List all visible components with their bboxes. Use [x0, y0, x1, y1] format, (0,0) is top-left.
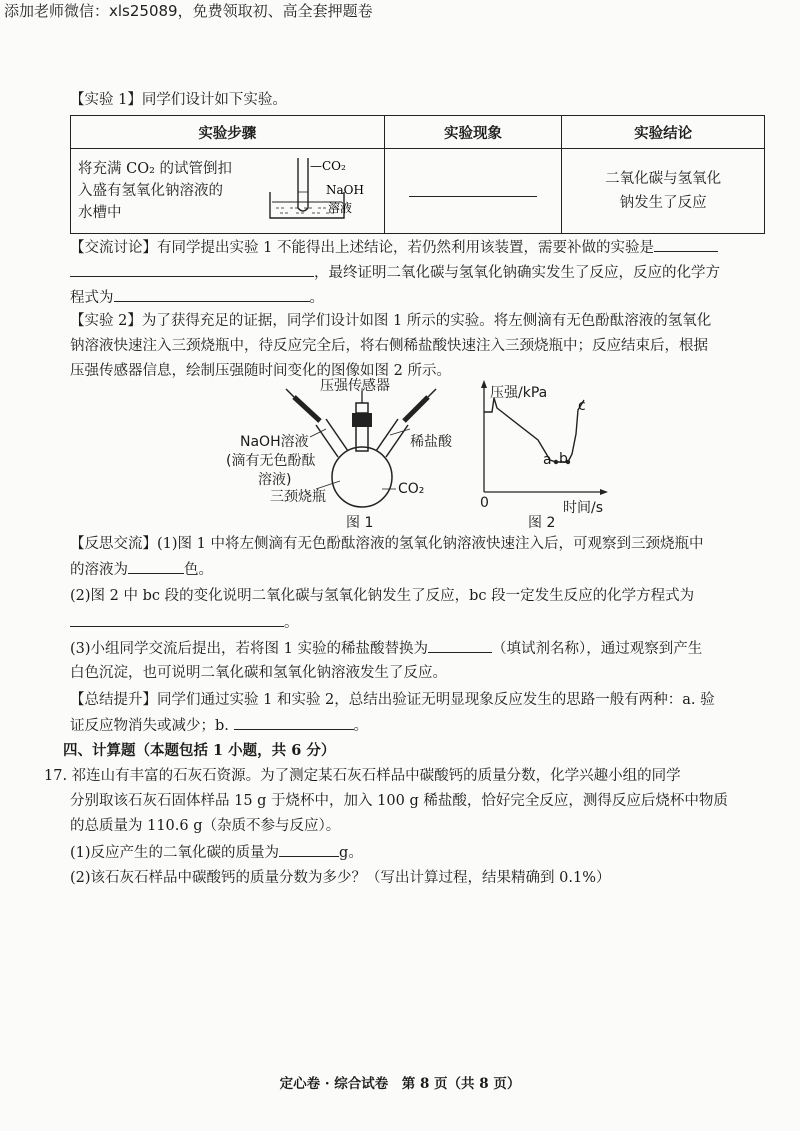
step-line: 入盛有氢氧化钠溶液的 [78, 183, 223, 199]
discussion-line-3 [70, 287, 766, 308]
bc-equation-blank[interactable] [70, 612, 284, 627]
apparatus-naoh-label: NaOH [326, 183, 364, 197]
exp2-line-3: 压强传感器信息，绘制压强随时间变化的图像如图 2 所示。 [70, 363, 451, 379]
figure2-caption: 图 2 [528, 515, 556, 531]
co2-label: CO₂ [398, 481, 425, 497]
exp2-line-2: 钠溶液快速注入三颈烧瓶中，待反应完全后，将右侧稀盐酸快速注入三颈烧瓶中；反应结束后，根据 [70, 338, 708, 354]
cell-phenomenon [384, 149, 562, 234]
reflection-text: 。 [284, 615, 299, 631]
q17-text: g。 [339, 845, 363, 861]
reflection-text: （填试剂名称），通过观察到产生 [491, 641, 703, 657]
conclusion-line: 二氧化碳与氢氧化 [605, 171, 722, 187]
discussion-text: 程式为 [70, 290, 114, 306]
discussion-line-2 [70, 262, 766, 283]
phenomenon-answer-blank[interactable] [409, 182, 537, 197]
exp2-line-1: 【实验 2】为了获得充足的证据，同学们设计如图 1 所示的实验。将左侧滴有无色酚酞溶液的氢氧化 [70, 313, 712, 329]
q17-line-1: 17. 祁连山有丰富的石灰石资源。为了测定某石灰石样品中碳酸钙的质量分数，化学兴趣小组的同学 [44, 768, 681, 784]
co2-mass-blank[interactable] [279, 842, 339, 857]
header-phenomenon: 实验现象 [384, 116, 562, 149]
reflection-text: 的溶液为 [70, 562, 128, 578]
color-answer-blank[interactable] [128, 559, 184, 574]
fig2-point-b: b [559, 451, 568, 467]
summary-text: 。 [353, 718, 368, 734]
page-footer: 定心卷 · 综合试卷 第 8 页（共 8 页） [279, 1076, 521, 1092]
exp1-intro: 【实验 1】同学们设计如下实验。 [70, 92, 287, 108]
step-description [72, 158, 266, 224]
step-line: 水槽中 [78, 205, 122, 221]
discussion-line-1 [70, 237, 766, 258]
pressure-curve [484, 398, 584, 462]
fig2-ylabel: 压强/kPa [490, 385, 548, 401]
fig2-point-a: a [543, 452, 552, 468]
figure1-caption: 图 1 [346, 515, 374, 531]
sensor-label: 压强传感器 [320, 378, 390, 394]
point-a-marker [554, 460, 558, 464]
cell-steps [71, 149, 385, 234]
experiment-table [70, 115, 765, 234]
cell-conclusion [562, 149, 765, 234]
fig2-xlabel: 时间/s [563, 500, 604, 516]
reflection-q3-line-1 [70, 638, 766, 659]
discussion-text: 【交流讨论】有同学提出实验 1 不能得出上述结论，若仍然利用该装置，需要补做的实验是 [70, 240, 654, 256]
table-row [71, 149, 765, 234]
reflection-q1-line-2 [70, 559, 766, 580]
summary-line-2 [70, 715, 766, 736]
step-line: 将充满 CO₂ 的试管倒扣 [78, 161, 233, 177]
q17-sub2: (2)该石灰石样品中碳酸钙的质量分数为多少？（写出计算过程，结果精确到 0.1%） [70, 870, 611, 886]
naoh-label: NaOH溶液 [240, 434, 309, 450]
equation-blank[interactable] [114, 287, 310, 302]
q17-text: (1)反应产生的二氧化碳的质量为 [70, 845, 280, 861]
fig2-origin: 0 [480, 495, 489, 511]
q17-line-2: 分别取该石灰石固体样品 15 g 于烧杯中，加入 100 g 稀盐酸，恰好完全反应，测得反应后烧杯中物质 [70, 793, 728, 809]
reflection-text: (3)小组同学交流后提出，若将图 1 实验的稀盐酸替换为 [70, 641, 428, 657]
discussion-text: ，最终证明二氧化碳与氢氧化钠确实发生了反应，反应的化学方 [314, 265, 720, 281]
discussion-text: 。 [309, 290, 324, 306]
table-header-row [71, 116, 765, 149]
reflection-q3-line-2: 白色沉淀，也可说明二氧化碳和氢氧化钠溶液发生了反应。 [70, 665, 447, 681]
apparatus-solution-label: 溶液 [328, 201, 353, 215]
reagent-answer-blank[interactable] [428, 638, 492, 653]
supplement-experiment-blank-cont[interactable] [70, 262, 314, 277]
apparatus-co2-label: —CO₂ [310, 159, 346, 173]
header-conclusion: 实验结论 [562, 116, 765, 149]
reflection-q1-line-1: 【反思交流】(1)图 1 中将左侧滴有无色酚酞溶液的氢氧化钠溶液快速注入后，可观察到三颈烧瓶中 [70, 536, 704, 552]
inverted-tube-apparatus [266, 152, 376, 230]
phenolphthalein-label: (滴有无色酚酞 [226, 453, 316, 469]
q17-sub1 [70, 842, 766, 863]
section4-heading: 四、计算题（本题包括 1 小题，共 6 分） [63, 742, 336, 759]
conclusion-line: 钠发生了反应 [619, 195, 707, 211]
approach-answer-blank[interactable] [234, 715, 354, 730]
supplement-experiment-blank[interactable] [654, 237, 718, 252]
fig2-point-c: c [578, 398, 586, 414]
phenolphthalein-label-2: 溶液) [258, 472, 292, 488]
header-steps: 实验步骤 [71, 116, 385, 149]
watermark-text: 添加老师微信：xls25089，免费领取初、高全套押题卷 [4, 2, 373, 20]
hcl-label: 稀盐酸 [410, 434, 452, 450]
summary-line-1: 【总结提升】同学们通过实验 1 和实验 2，总结出验证无明显现象反应发生的思路一般有两种：a. 验 [70, 692, 715, 708]
summary-text: 证反应物消失或减少；b. [70, 718, 229, 734]
reflection-text: 色。 [184, 562, 213, 578]
flask-label: 三颈烧瓶 [270, 489, 326, 505]
q17-line-3: 的总质量为 110.6 g（杂质不参与反应）。 [70, 818, 341, 834]
reflection-q2-line-2 [70, 612, 766, 633]
reflection-q2-line-1: (2)图 2 中 bc 段的变化说明二氧化碳与氢氧化钠发生了反应，bc 段一定发生反应的化学方程式为 [70, 588, 695, 604]
